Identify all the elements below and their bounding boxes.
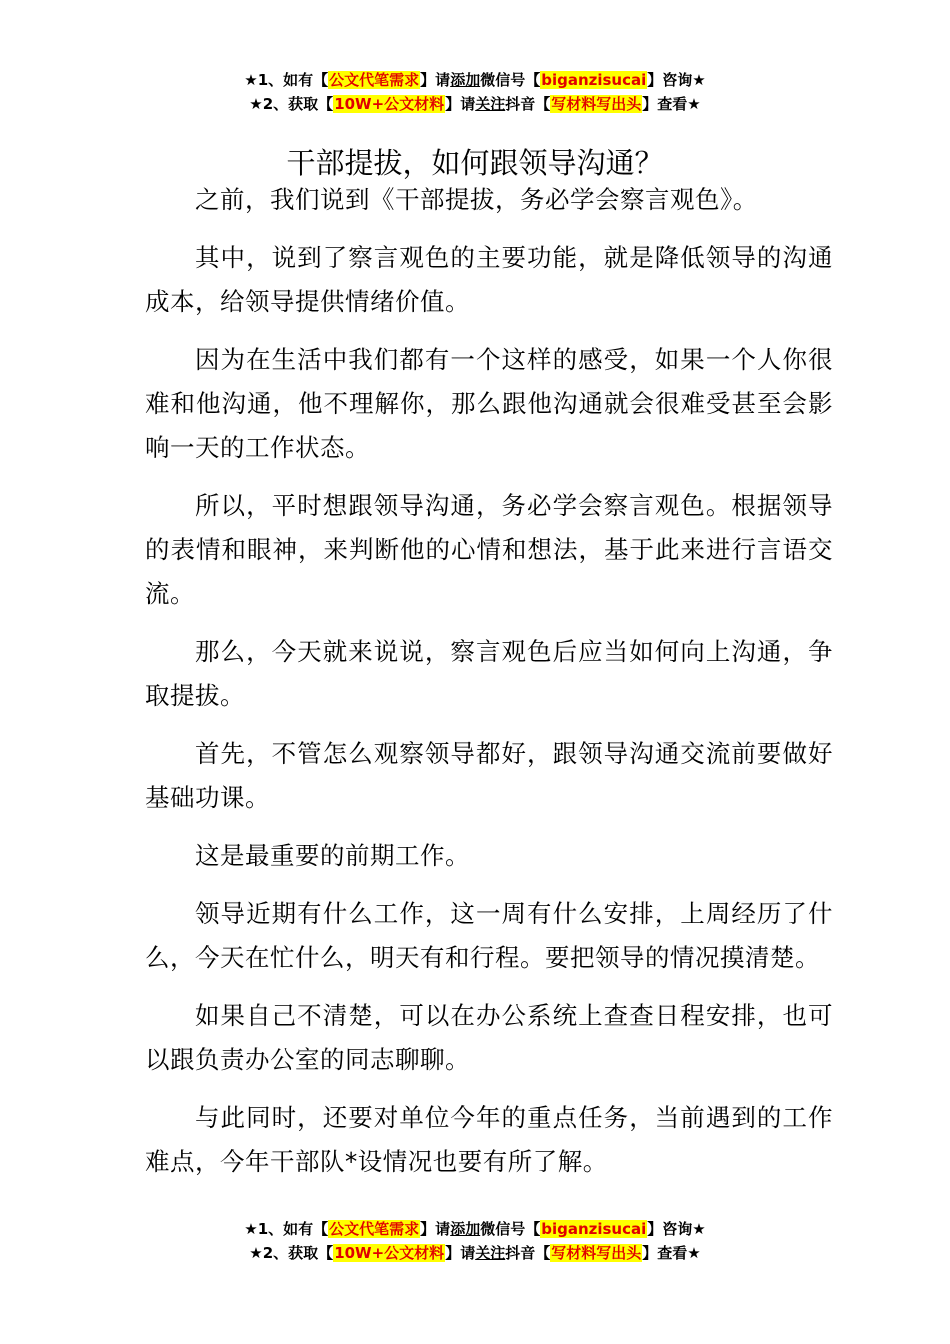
- promo-highlight: 10W+公文材料: [334, 1244, 445, 1262]
- promo-highlight: 写材料写出头: [551, 95, 642, 113]
- promo-text: 】请: [420, 71, 451, 89]
- promo-text: 】请: [445, 95, 476, 113]
- promo-text: 】咨询★: [647, 1220, 706, 1238]
- promo-emphasis: 添加: [450, 1220, 481, 1238]
- promo-text: 】查看★: [642, 95, 701, 113]
- paragraph: 领导近期有什么工作，这一周有什么安排，上周经历了什么，今天在忙什么，明天有和行程。要把领导的情况摸清楚。: [145, 899, 833, 972]
- promo-text: 】咨询★: [647, 71, 706, 89]
- promo-emphasis: 关注: [475, 95, 506, 113]
- promo-emphasis: 添加: [450, 71, 481, 89]
- paragraph: 其中，说到了察言观色的主要功能，就是降低领导的沟通成本，给领导提供情绪价值。: [145, 243, 833, 316]
- paragraph: 首先，不管怎么观察领导都好，跟领导沟通交流前要做好基础功课。: [145, 739, 833, 812]
- promo-highlight: 写材料写出头: [551, 1244, 642, 1262]
- paragraph: 之前，我们说到《干部提拔，务必学会察言观色》。: [195, 185, 758, 214]
- promo-text: 】请: [445, 1244, 476, 1262]
- promo-line-1: [0, 68, 950, 92]
- paragraph: 如果自己不清楚，可以在办公系统上查查日程安排，也可以跟负责办公室的同志聊聊。: [145, 1001, 833, 1074]
- paragraph: 与此同时，还要对单位今年的重点任务，当前遇到的工作难点，今年干部队*设情况也要有所了解。: [145, 1103, 833, 1176]
- paragraph: 那么，今天就来说说，察言观色后应当如何向上沟通，争取提拔。: [145, 637, 833, 710]
- promo-text: 微信号【: [480, 1220, 541, 1238]
- promo-text: 】查看★: [642, 1244, 701, 1262]
- promo-line-1: [0, 1217, 950, 1241]
- promo-text: 抖音【: [505, 1244, 551, 1262]
- promo-line-2: [0, 1241, 950, 1265]
- promo-text: ★2、获取【: [249, 95, 334, 113]
- promo-text: 微信号【: [480, 71, 541, 89]
- article-body: [145, 178, 833, 1198]
- header-promo-banner: [0, 68, 950, 116]
- promo-emphasis: 关注: [475, 1244, 506, 1262]
- promo-text: ★1、如有【: [244, 71, 329, 89]
- footer-promo-banner: [0, 1217, 950, 1265]
- promo-text: ★2、获取【: [249, 1244, 334, 1262]
- promo-highlight: 10W+公文材料: [334, 95, 445, 113]
- promo-line-2: [0, 92, 950, 116]
- promo-text: 抖音【: [505, 95, 551, 113]
- promo-text: 】请: [420, 1220, 451, 1238]
- promo-highlight: 公文代笔需求: [329, 71, 420, 89]
- promo-text: ★1、如有【: [244, 1220, 329, 1238]
- paragraph: 这是最重要的前期工作。: [195, 841, 470, 870]
- paragraph: 因为在生活中我们都有一个这样的感受，如果一个人你很难和他沟通，他不理解你，那么跟他沟通就会很难受甚至会影响一天的工作状态。: [145, 345, 833, 462]
- paragraph: 所以，平时想跟领导沟通，务必学会察言观色。根据领导的表情和眼神，来判断他的心情和想法，基于此来进行言语交流。: [145, 491, 833, 608]
- page-title: 干部提拔，如何跟领导沟通？: [286, 146, 664, 181]
- promo-highlight: 公文代笔需求: [329, 1220, 420, 1238]
- promo-highlight: biganzisucai: [541, 71, 647, 89]
- promo-highlight: biganzisucai: [541, 1220, 647, 1238]
